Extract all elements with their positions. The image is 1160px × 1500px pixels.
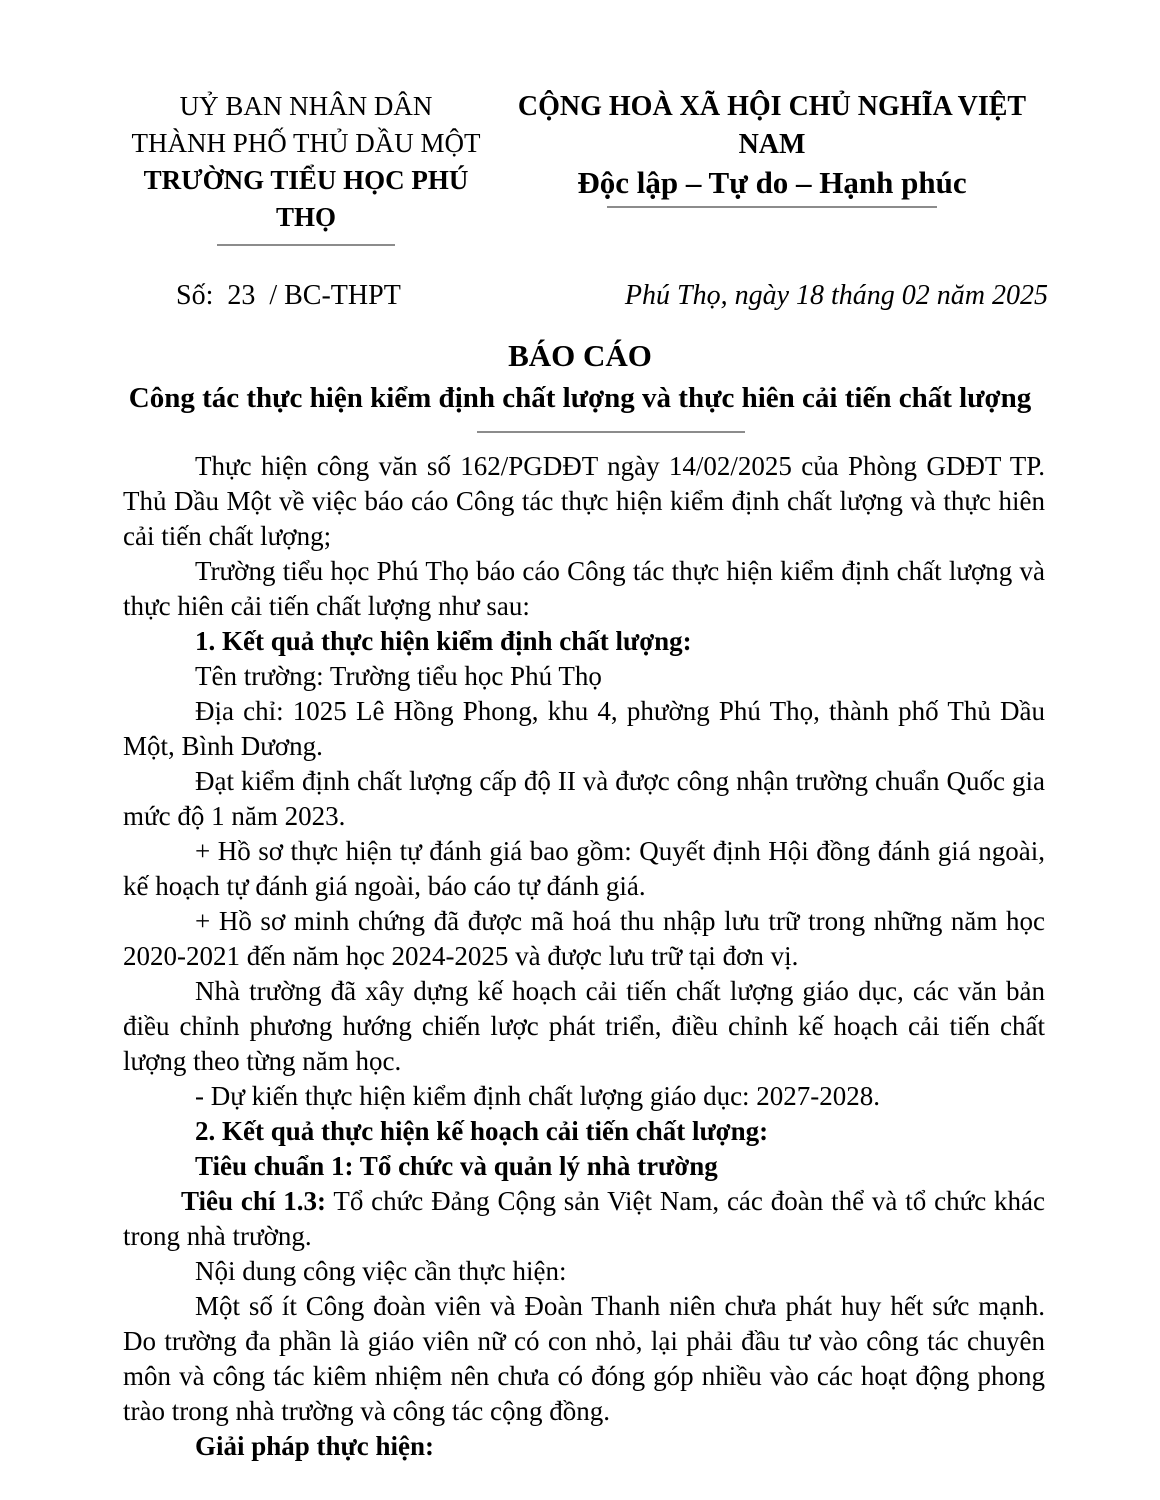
issuing-authority-block (120, 88, 492, 246)
title-divider (477, 431, 745, 433)
paragraph-intro-2: Trường tiểu học Phú Thọ báo cáo Công tác thực hiện kiểm định chất lượng và thực hiên cải tiến chất lượng như sau: (123, 556, 1045, 621)
paragraph-criterion-1-3 (123, 1184, 1045, 1254)
paragraph-accreditation: Đạt kiểm định chất lượng cấp độ II và được công nhận trường chuẩn Quốc gia mức độ 1 năm 2023. (123, 766, 1045, 831)
paragraph-expected-accreditation: - Dự kiến thực hiện kiểm định chất lượng giáo dục: 2027-2028. (195, 1081, 881, 1111)
motto-underline (607, 206, 937, 208)
place-and-date: Phú Thọ, ngày 18 tháng 02 năm 2025 (624, 280, 1048, 311)
solution-heading: Giải pháp thực hiện: (195, 1431, 435, 1461)
document-meta-row (0, 280, 1160, 312)
paragraph-work-content-detail: Một số ít Công đoàn viên và Đoàn Thanh niên chưa phát huy hết sức mạnh. Do trường đa phần là giáo viên nữ có con nhỏ, lại phải đầu tư vào công tác chuyên môn và công tác kiêm nhiệm nên chưa có đóng góp nhiều vào các hoạt động phong trào trong nhà trường và công tác cộng đồng. (123, 1291, 1045, 1426)
document-subtitle: Công tác thực hiện kiểm định chất lượng và thực hiên cải tiến chất lượng (128, 382, 1032, 414)
national-header-line: CỘNG HOÀ XÃ HỘI CHỦ NGHĨA VIỆT NAM (517, 91, 1027, 160)
national-motto-block (492, 88, 1052, 246)
document-body (123, 449, 1045, 1464)
paragraph-work-content-heading: Nội dung công việc cần thực hiện: (195, 1256, 567, 1286)
title-block (0, 338, 1160, 433)
document-title: BÁO CÁO (508, 338, 652, 373)
document-number: Số: 23 / BC-THPT (176, 280, 401, 311)
paragraph-intro-1: Thực hiện công văn số 162/PGDĐT ngày 14/02/2025 của Phòng GDĐT TP. Thủ Dầu Một về việc báo cáo Công tác thực hiện kiểm định chất lượng và thực hiên cải tiến chất lượng; (123, 451, 1045, 551)
authority-line-1: UỶ BAN NHÂN DÂN (179, 91, 433, 121)
paragraph-school-name: Tên trường: Trường tiểu học Phú Thọ (195, 661, 602, 691)
paragraph-dossier-self: + Hồ sơ thực hiện tự đánh giá bao gồm: Quyết định Hội đồng đánh giá ngoài, kế hoạch tự đánh giá ngoài, báo cáo tự đánh giá. (123, 836, 1045, 901)
document-header (0, 0, 1160, 246)
paragraph-improvement-plan: Nhà trường đã xây dựng kế hoạch cải tiến chất lượng giáo dục, các văn bản điều chỉnh phương hướng chiến lược phát triển, điều chỉnh kế hoạch cải tiến chất lượng theo từng năm học. (123, 976, 1045, 1076)
section-2-heading: 2. Kết quả thực hiện kế hoạch cải tiến chất lượng: (195, 1116, 769, 1146)
authority-underline (217, 244, 395, 246)
paragraph-dossier-evidence: + Hồ sơ minh chứng đã được mã hoá thu nhập lưu trữ trong những năm học 2020-2021 đến năm học 2024-2025 và được lưu trữ tại đơn vị. (123, 906, 1045, 971)
standard-1-heading: Tiêu chuẩn 1: Tổ chức và quản lý nhà trường (195, 1151, 718, 1181)
section-1-heading: 1. Kết quả thực hiện kiểm định chất lượng: (195, 626, 692, 656)
motto-line: Độc lập – Tự do – Hạnh phúc (577, 165, 967, 200)
criterion-label: Tiêu chí 1.3: (181, 1186, 326, 1216)
paragraph-address: Địa chỉ: 1025 Lê Hồng Phong, khu 4, phường Phú Thọ, thành phố Thủ Dầu Một, Bình Dương. (123, 696, 1045, 761)
criterion-text: Tổ chức Đảng Cộng sản Việt Nam, các đoàn thể và tổ chức khác trong nhà trường. (123, 1186, 1045, 1251)
authority-line-2: THÀNH PHỐ THỦ DẦU MỘT (131, 128, 481, 158)
school-name-line: TRƯỜNG TIỂU HỌC PHÚ THỌ (143, 165, 469, 232)
